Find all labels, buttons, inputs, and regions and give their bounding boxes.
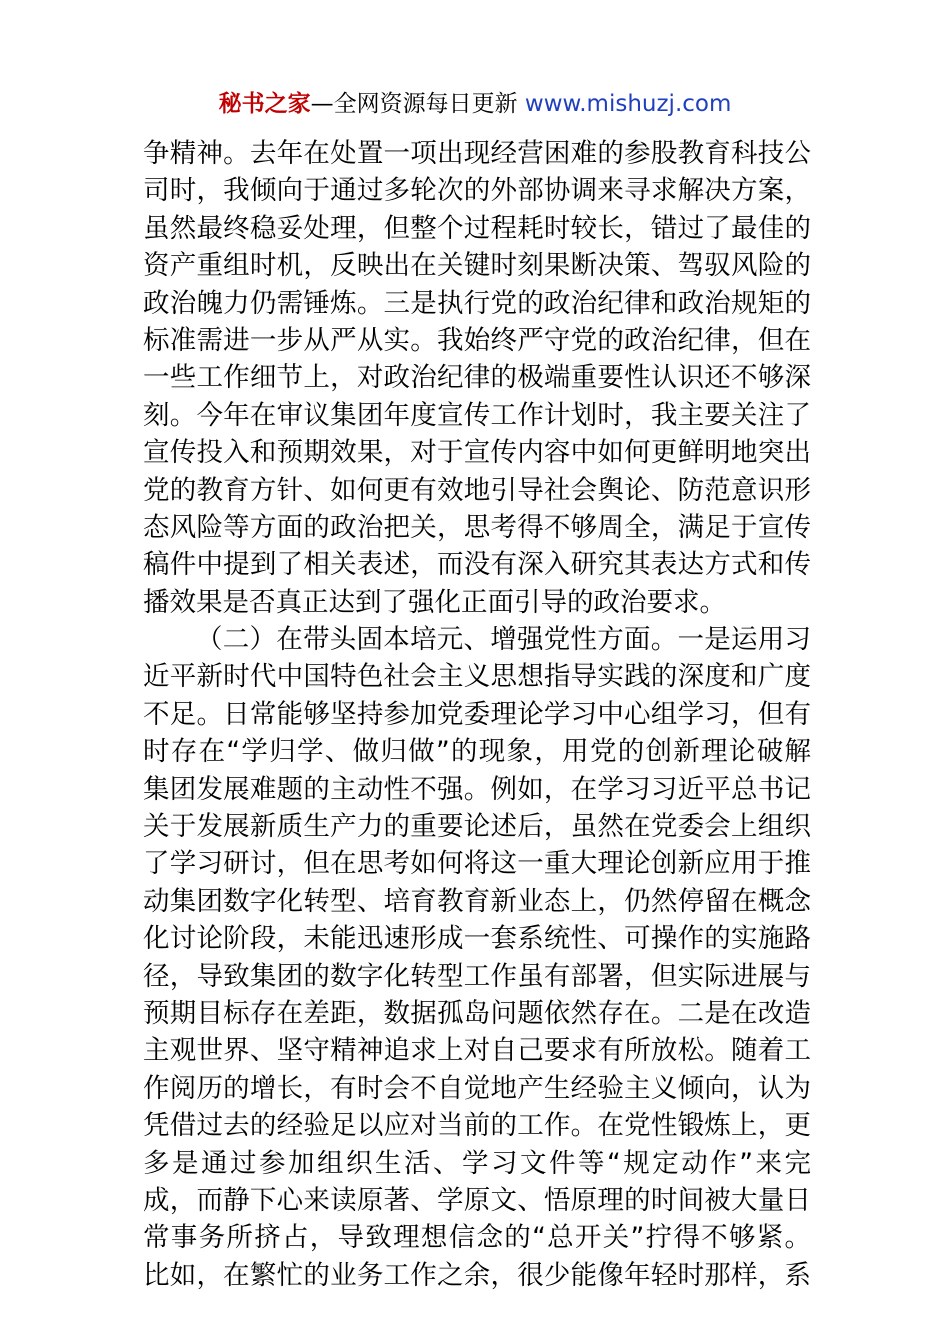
text-line: 关于发展新质生产力的重要论述后，虽然在党委会上组织 [143, 811, 811, 843]
brand-name: 秘书之家 [218, 91, 311, 117]
text-line: 资产重组时机，反映出在关键时刻果断决策、驾驭风险的 [143, 250, 811, 282]
text-line: 党的教育方针、如何更有效地引导社会舆论、防范意识形 [143, 474, 811, 506]
text-line: 一些工作细节上，对政治纪律的极端重要性认识还不够深 [143, 362, 811, 394]
text-line: 标准需进一步从严从实。我始终严守党的政治纪律，但在 [143, 324, 811, 356]
text-line: 争精神。去年在处置一项出现经营困难的参股教育科技公 [143, 138, 811, 169]
text-line: 了学习研讨，但在思考如何将这一重大理论创新应用于推 [143, 848, 811, 880]
section-heading-line: （二）在带头固本培元、增强党性方面。一是运用习 [196, 624, 811, 656]
site-url-link[interactable]: www.mishuzj.com [524, 91, 732, 117]
text-line: 预期目标存在差距，数据孤岛问题依然存在。二是在改造 [143, 997, 811, 1029]
text-line: 多是通过参加组织生活、学习文件等“规定动作”来完 [143, 1147, 811, 1179]
text-line: 不足。日常能够坚持参加党委理论学习中心组学习，但有 [143, 698, 811, 730]
text-line: 成，而静下心来读原著、学原文、悟原理的时间被大量日 [143, 1184, 811, 1216]
text-line: 集团发展难题的主动性不强。例如，在学习习近平总书记 [143, 773, 811, 805]
header-tagline: —全网资源每日更新 [310, 91, 518, 117]
text-line: 虽然最终稳妥处理，但整个过程耗时较长，错过了最佳的 [143, 212, 811, 244]
text-line: 动集团数字化转型、培育教育新业态上，仍然停留在概念 [143, 885, 811, 917]
document-body [143, 135, 811, 1294]
text-line: 凭借过去的经验足以应对当前的工作。在党性锻炼上，更 [143, 1110, 811, 1142]
text-line: 常事务所挤占，导致理想信念的“总开关”拧得不够紧。 [143, 1222, 811, 1254]
text-line: 主观世界、坚守精神追求上对自己要求有所放松。随着工 [143, 1035, 811, 1067]
text-line: 化讨论阶段，未能迅速形成一套系统性、可操作的实施路 [143, 923, 811, 955]
text-line: 时存在“学归学、做归做”的现象，用党的创新理论破解 [143, 736, 811, 768]
text-line: 稿件中提到了相关表述，而没有深入研究其表达方式和传 [143, 549, 811, 581]
page-header [0, 88, 950, 120]
text-line: 态风险等方面的政治把关，思考得不够周全，满足于宣传 [143, 511, 811, 543]
text-line: 比如，在繁忙的业务工作之余，很少能像年轻时那样，系 [143, 1259, 811, 1291]
text-line: 司时，我倾向于通过多轮次的外部协调来寻求解决方案， [143, 175, 811, 207]
text-line: 作阅历的增长，有时会不自觉地产生经验主义倾向，认为 [143, 1072, 811, 1104]
text-line: 近平新时代中国特色社会主义思想指导实践的深度和广度 [143, 661, 811, 693]
text-line: 宣传投入和预期效果，对于宣传内容中如何更鲜明地突出 [143, 437, 811, 469]
text-line: 刻。今年在审议集团年度宣传工作计划时，我主要关注了 [143, 399, 811, 431]
paragraph-end-line: 播效果是否真正达到了强化正面引导的政治要求。 [143, 586, 726, 618]
text-line: 径，导致集团的数字化转型工作虽有部署，但实际进展与 [143, 960, 811, 992]
text-line: 政治魄力仍需锤炼。三是执行党的政治纪律和政治规矩的 [143, 287, 811, 319]
